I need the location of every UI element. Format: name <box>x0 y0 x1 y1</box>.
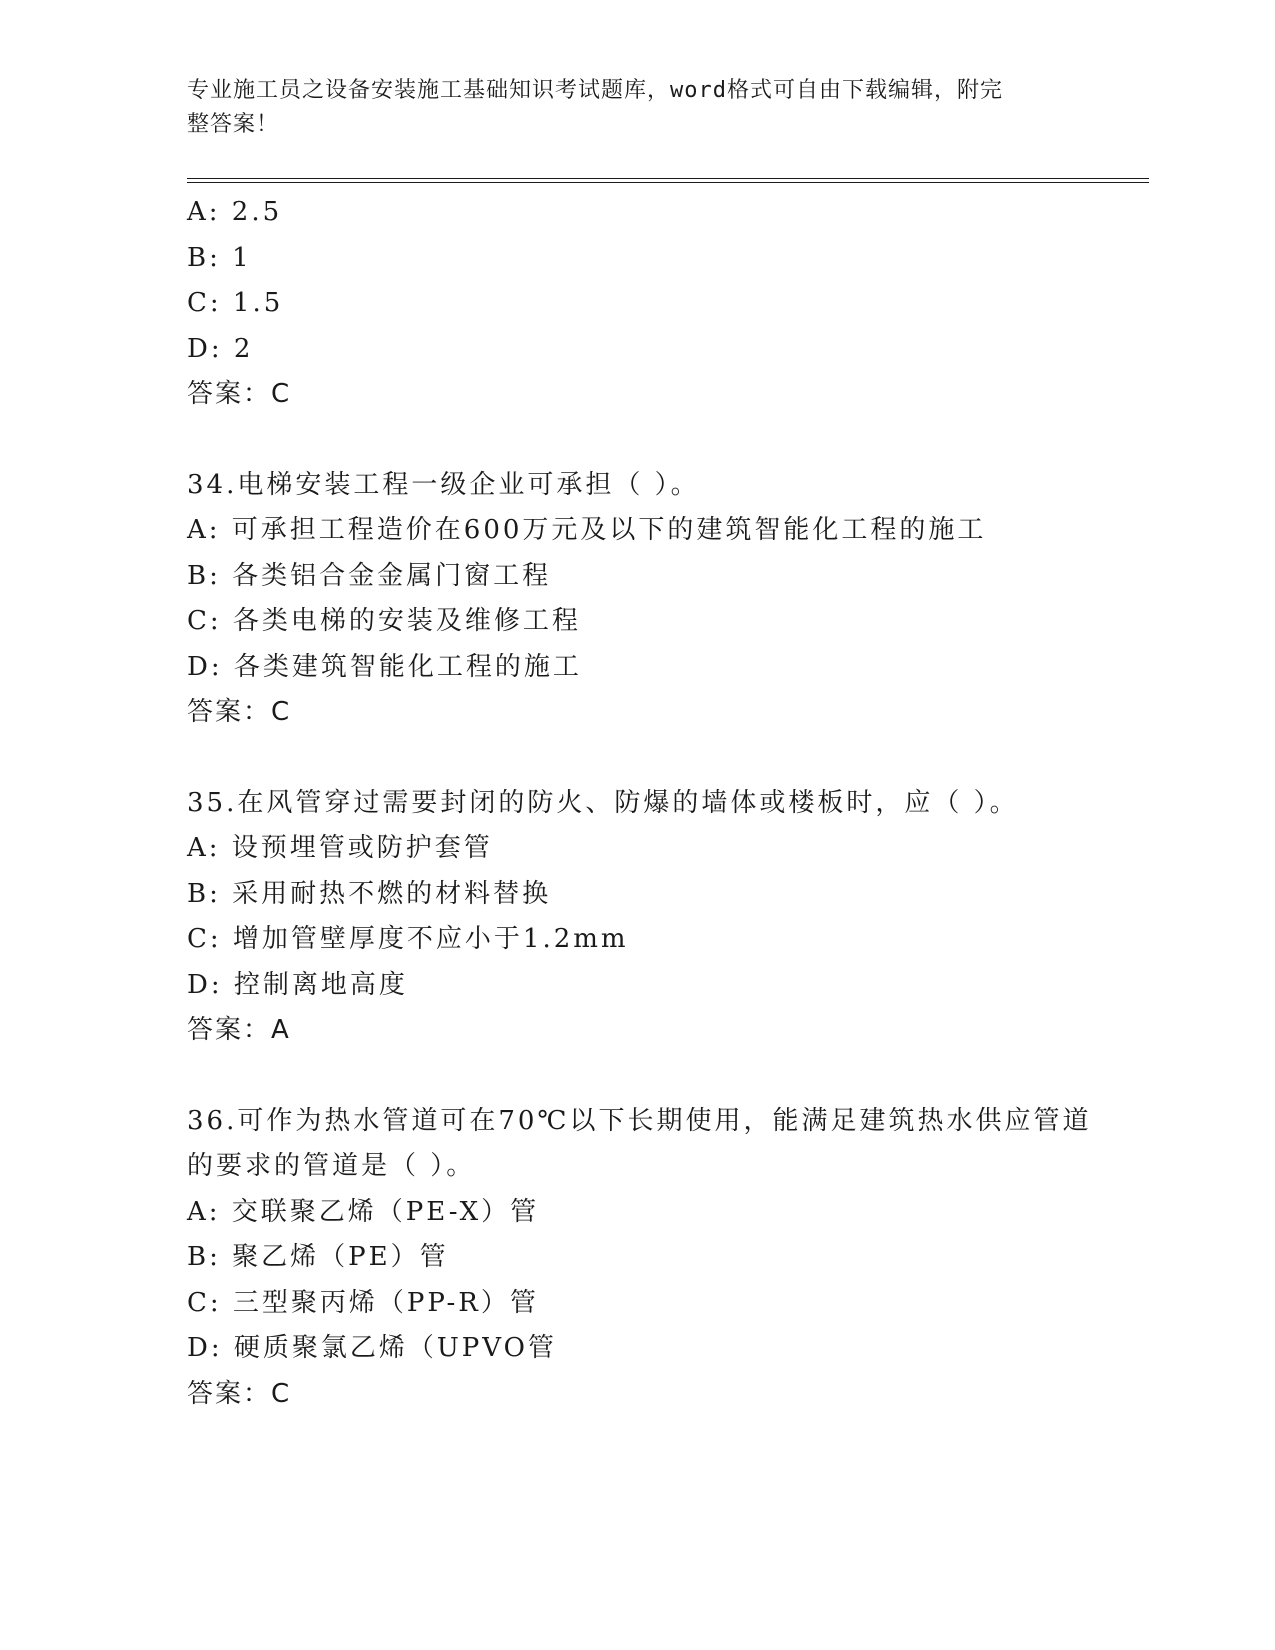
option-b: B: 1 <box>187 242 252 273</box>
option-c: C: 1.5 <box>187 288 284 318</box>
option-a: A: 2.5 <box>187 197 283 227</box>
answer-line: 答案：C <box>187 1378 292 1409</box>
answer-line: 答案：C <box>187 697 292 727</box>
header-line-1: 专业施工员之设备安装施工基础知识考试题库，word格式可自由下载编辑，附完 <box>187 78 1003 103</box>
spacer <box>187 1054 1147 1099</box>
option-a: A: 可承担工程造价在600万元及以下的建筑智能化工程的施工 <box>187 515 987 545</box>
option-a: A: 交联聚乙烯（PE-X）管 <box>187 1196 540 1227</box>
question-list <box>187 190 1147 1417</box>
header-divider-top <box>187 178 1149 179</box>
option-c: C: 三型聚丙烯（PP-R）管 <box>187 1287 539 1318</box>
document-header <box>187 74 1067 142</box>
question-title: 35.在风管穿过需要封闭的防火、防爆的墙体或楼板时，应（ ）。 <box>187 787 1019 818</box>
spacer <box>187 418 1147 463</box>
header-divider-bottom <box>187 182 1149 183</box>
question-34 <box>187 463 1147 736</box>
question-title-line-2: 的要求的管道是（ ）。 <box>187 1151 476 1181</box>
answer-line: 答案：C <box>187 379 292 409</box>
option-b: B: 采用耐热不燃的材料替换 <box>187 878 552 909</box>
question-36 <box>187 1099 1147 1418</box>
header-line-2: 整答案！ <box>187 112 280 137</box>
option-d: D: 硬质聚氯乙烯（UPVO管 <box>187 1333 557 1363</box>
question-33 <box>187 190 1147 418</box>
option-d: D: 控制离地高度 <box>187 969 408 1000</box>
question-title-line-1: 36.可作为热水管道可在70℃以下长期使用，能满足建筑热水供应管道 <box>187 1105 1092 1136</box>
option-d: D: 2 <box>187 333 254 364</box>
answer-line: 答案：A <box>187 1015 291 1045</box>
spacer <box>187 736 1147 781</box>
question-35 <box>187 781 1147 1054</box>
option-c: C: 增加管壁厚度不应小于1.2mm <box>187 924 629 954</box>
option-a: A: 设预埋管或防护套管 <box>187 833 493 863</box>
question-title: 34.电梯安装工程一级企业可承担（ ）。 <box>187 469 700 500</box>
option-b: B: 聚乙烯（PE）管 <box>187 1242 449 1272</box>
option-c: C: 各类电梯的安装及维修工程 <box>187 606 581 636</box>
option-b: B: 各类铝合金金属门窗工程 <box>187 560 552 591</box>
option-d: D: 各类建筑智能化工程的施工 <box>187 651 582 682</box>
